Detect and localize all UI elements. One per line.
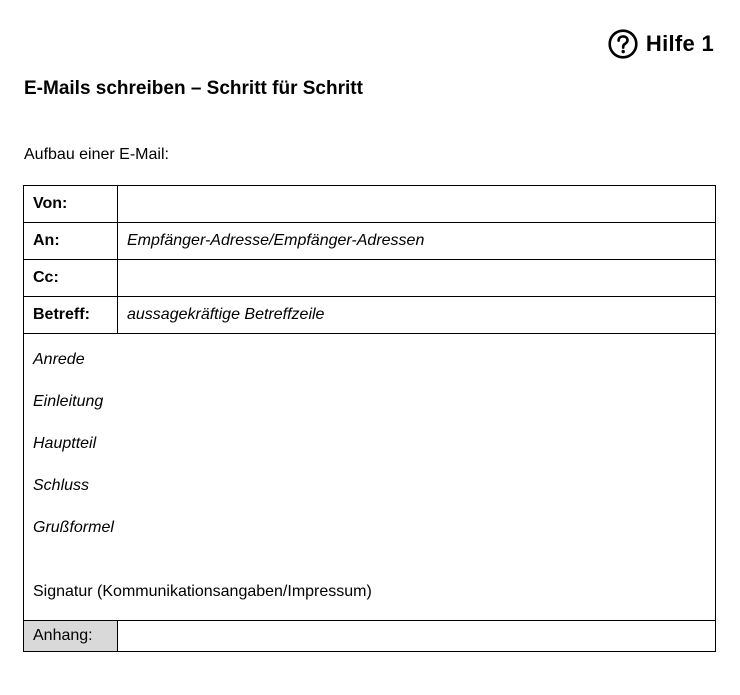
body-part-closing: Grußformel (33, 519, 114, 536)
email-structure-table (23, 185, 716, 652)
header-row-to (24, 223, 716, 260)
signature: Signatur (Kommunikationsangaben/Impressum) (33, 583, 372, 600)
email-body (24, 334, 716, 621)
cc-label: Cc: (24, 260, 118, 297)
subject-label: Betreff: (24, 297, 118, 334)
question-circle-icon (608, 29, 638, 59)
page-title: E-Mails schreiben – Schritt für Schritt (24, 78, 363, 99)
body-row (24, 334, 716, 621)
attachment-value (118, 621, 716, 652)
header-row-from (24, 186, 716, 223)
from-label: Von: (24, 186, 118, 223)
to-value: Empfänger-Adresse/Empfänger-Adressen (118, 223, 716, 260)
help-badge (608, 29, 714, 59)
to-label: An: (24, 223, 118, 260)
help-label: Hilfe 1 (645, 31, 714, 56)
header-row-subject (24, 297, 716, 334)
header-row-cc (24, 260, 716, 297)
body-part-introduction: Einleitung (33, 393, 104, 410)
cc-value (118, 260, 716, 297)
intro-text: Aufbau einer E-Mail: (24, 146, 169, 163)
attachment-row (24, 621, 716, 652)
body-part-salutation: Anrede (33, 351, 85, 368)
body-part-conclusion: Schluss (33, 477, 90, 494)
from-value (118, 186, 716, 223)
attachment-label: Anhang: (24, 621, 118, 652)
body-part-main: Hauptteil (33, 435, 97, 452)
subject-value: aussagekräftige Betreffzeile (118, 297, 716, 334)
